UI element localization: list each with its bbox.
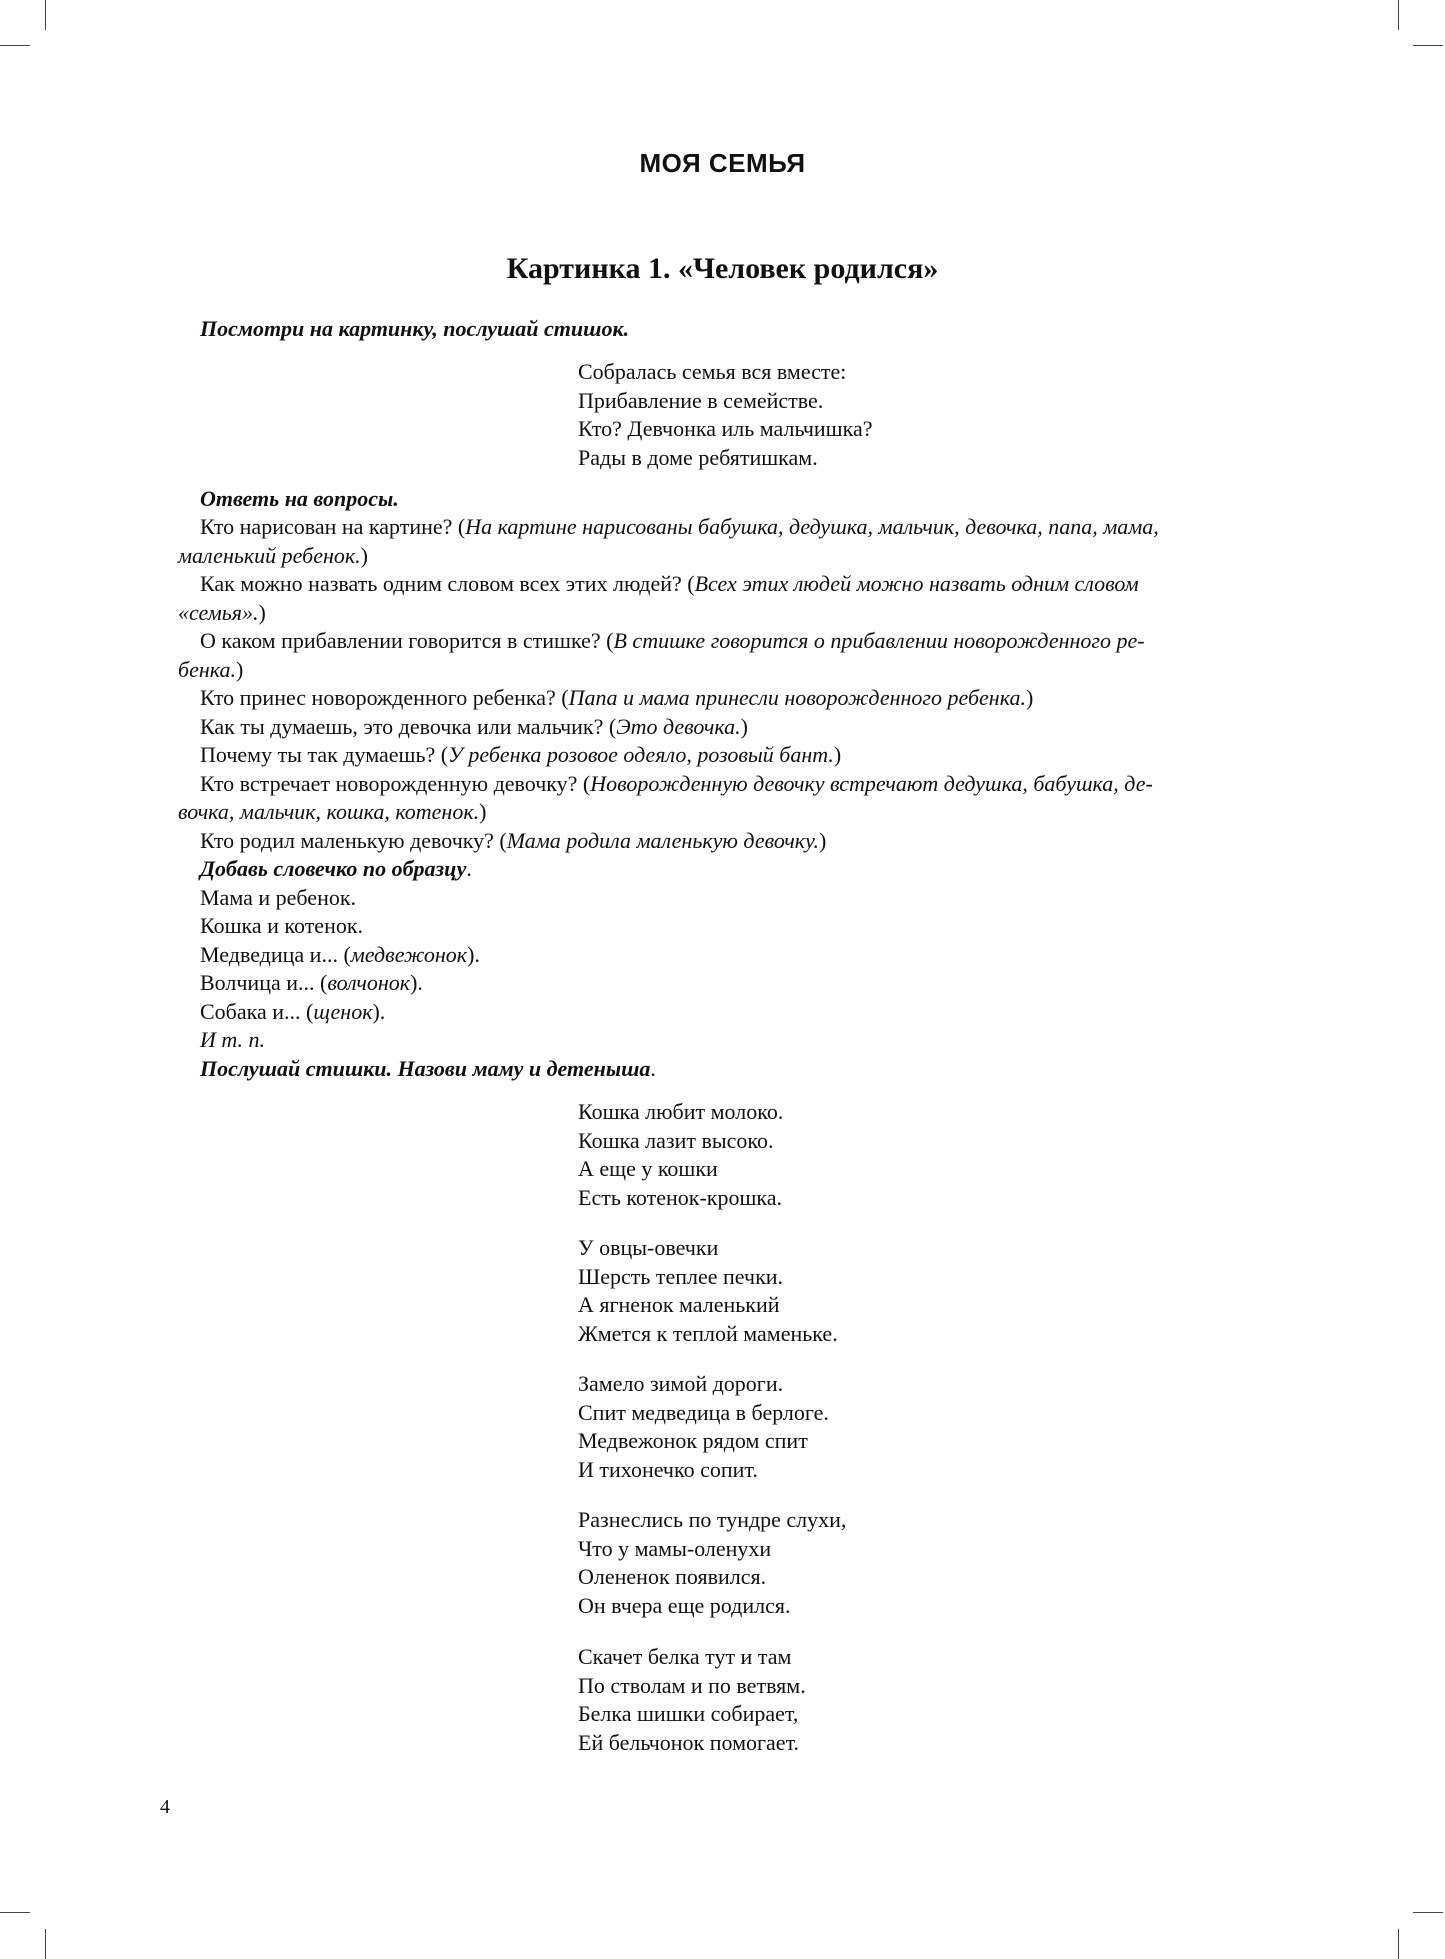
poem-line: Прибавление в семействе. bbox=[578, 387, 824, 413]
qa-line bbox=[178, 798, 486, 826]
example-line bbox=[200, 912, 363, 940]
qa-line bbox=[178, 542, 368, 570]
poem-squirrel bbox=[578, 1643, 806, 1757]
example-text: Мама и ребенок. bbox=[200, 885, 357, 910]
instruction-answer: Ответь на вопросы. bbox=[200, 486, 399, 511]
poem-line: Спит медведица в берлоге. bbox=[578, 1399, 829, 1425]
period: . bbox=[466, 856, 472, 881]
answer: У ребенка розовое одеяло, розовый бант. bbox=[448, 742, 834, 767]
poem-line: Собралась семья вся вместе: bbox=[578, 359, 847, 384]
qa-line bbox=[200, 684, 1033, 712]
paren: ) bbox=[740, 714, 748, 739]
picture-title: Картинка 1. «Человек родился» bbox=[506, 252, 939, 285]
question: Как ты думаешь, это девочка или мальчик? ( bbox=[200, 714, 617, 739]
poem-deer bbox=[578, 1506, 846, 1620]
example-text: Собака и... ( bbox=[200, 999, 314, 1024]
instruction-add-text: Добавь словечко по образцу bbox=[200, 856, 467, 881]
answer: Новорожденную девочку встречают дедушка, бабушка, де- bbox=[590, 771, 1153, 796]
answer: Папа и мама принесли новорожденного ребенка. bbox=[568, 685, 1026, 710]
example-answer: медвежонок bbox=[350, 942, 468, 967]
crop-mark bbox=[1413, 45, 1443, 46]
poem-line: Скачет белка тут и там bbox=[578, 1644, 792, 1669]
paren: ) bbox=[479, 799, 487, 824]
poem-line: Рады в доме ребятишкам. bbox=[578, 444, 818, 470]
poem-line: Белка шишки собирает, bbox=[578, 1701, 799, 1726]
qa-line bbox=[200, 827, 826, 855]
poem-line: Кошка любит молоко. bbox=[578, 1099, 784, 1124]
poem-cat bbox=[578, 1098, 783, 1212]
crop-mark bbox=[1398, 0, 1399, 30]
answer: Это девочка. bbox=[616, 714, 741, 739]
etc-line: И т. п. bbox=[200, 1027, 266, 1052]
qa-line bbox=[178, 656, 243, 684]
qa-line bbox=[200, 627, 1145, 655]
crop-mark bbox=[45, 1929, 46, 1959]
question: Кто нарисован на картине? ( bbox=[200, 514, 466, 539]
page-number: 4 bbox=[160, 1796, 170, 1818]
answer: вочка, мальчик, кошка, котенок. bbox=[178, 799, 480, 824]
poem-line: Кошка лазит высоко. bbox=[578, 1127, 774, 1153]
example-answer: волчонок bbox=[327, 970, 411, 995]
section-title: МОЯ СЕМЬЯ bbox=[639, 148, 806, 178]
crop-mark bbox=[1398, 1929, 1399, 1959]
poem-line: У овцы-овечки bbox=[578, 1235, 719, 1260]
question: Как можно назвать одним словом всех этих людей? ( bbox=[200, 571, 695, 596]
question: Кто встречает новорожденную девочку? ( bbox=[200, 771, 591, 796]
poem-line: Ей бельчонок помогает. bbox=[578, 1729, 800, 1755]
poem-intro bbox=[578, 358, 873, 472]
poem-line: А еще у кошки bbox=[578, 1156, 718, 1181]
paren: ) bbox=[833, 742, 842, 767]
instruction-look: Посмотри на картинку, послушай стишок. bbox=[200, 316, 630, 341]
crop-mark bbox=[1413, 1912, 1443, 1913]
poem-line: Что у мамы-оленухи bbox=[578, 1535, 772, 1561]
paren: ) bbox=[236, 657, 244, 682]
qa-line bbox=[200, 713, 748, 741]
answer: Всех этих людей можно назвать одним словом bbox=[694, 571, 1139, 596]
example-text: ). bbox=[467, 942, 480, 967]
crop-mark bbox=[0, 1912, 30, 1913]
instruction-listen bbox=[200, 1055, 656, 1083]
poem-bear bbox=[578, 1370, 829, 1484]
answer: маленький ребенок. bbox=[178, 543, 361, 568]
example-text: ). bbox=[372, 999, 386, 1024]
example-text: ). bbox=[410, 970, 423, 995]
answer: На картине нарисованы бабушка, дедушка, мальчик, девочка, папа, мама, bbox=[465, 514, 1159, 539]
answer: В стишке говорится о прибавлении новорожденного ре- bbox=[613, 628, 1145, 653]
crop-mark bbox=[45, 0, 46, 30]
question: Кто принес новорожденного ребенка? ( bbox=[200, 685, 569, 710]
paren: ) bbox=[258, 600, 266, 625]
poem-sheep bbox=[578, 1234, 838, 1348]
qa-line bbox=[178, 599, 266, 627]
question: Почему ты так думаешь? ( bbox=[200, 742, 449, 767]
paren: ) bbox=[360, 543, 368, 568]
answer: Мама родила маленькую девочку. bbox=[506, 828, 819, 853]
answer: «семья». bbox=[178, 600, 259, 625]
poem-line: И тихонечко сопит. bbox=[578, 1456, 758, 1482]
example-answer: щенок bbox=[313, 999, 373, 1024]
paren: ) bbox=[1025, 685, 1034, 710]
poem-line: Медвежонок рядом спит bbox=[578, 1428, 808, 1453]
poem-line: Замело зимой дороги. bbox=[578, 1371, 784, 1396]
poem-line: Он вчера еще родился. bbox=[578, 1592, 791, 1618]
example-line bbox=[200, 969, 423, 997]
question: Кто родил маленькую девочку? ( bbox=[200, 828, 507, 853]
poem-line: Кто? Девчонка иль мальчишка? bbox=[578, 416, 873, 441]
poem-line: Жмется к теплой маменьке. bbox=[578, 1320, 838, 1346]
example-line bbox=[200, 998, 385, 1026]
instruction-listen-text: Послушай стишки. Назови маму и детеныша bbox=[200, 1056, 651, 1081]
poem-line: Олененок появился. bbox=[578, 1564, 767, 1589]
period: . bbox=[650, 1056, 656, 1081]
example-text: Медведица и... ( bbox=[200, 942, 351, 967]
paren: ) bbox=[818, 828, 827, 853]
qa-line bbox=[200, 770, 1153, 798]
qa-line bbox=[200, 570, 1139, 598]
qa-line bbox=[200, 513, 1159, 541]
crop-mark bbox=[0, 45, 30, 46]
example-line bbox=[200, 941, 480, 969]
example-text: Волчица и... ( bbox=[200, 970, 328, 995]
qa-line bbox=[200, 741, 841, 769]
poem-line: Разнеслись по тундре слухи, bbox=[578, 1507, 847, 1532]
question: О каком прибавлении говорится в стишке? ( bbox=[200, 628, 614, 653]
example-text: Кошка и котенок. bbox=[200, 913, 364, 938]
instruction-add bbox=[200, 855, 472, 883]
poem-line: Шерсть теплее печки. bbox=[578, 1263, 784, 1289]
answer: бенка. bbox=[178, 657, 236, 682]
poem-line: По стволам и по ветвям. bbox=[578, 1672, 806, 1698]
poem-line: А ягненок маленький bbox=[578, 1292, 780, 1317]
poem-line: Есть котенок-крошка. bbox=[578, 1184, 783, 1210]
example-line bbox=[200, 884, 356, 912]
